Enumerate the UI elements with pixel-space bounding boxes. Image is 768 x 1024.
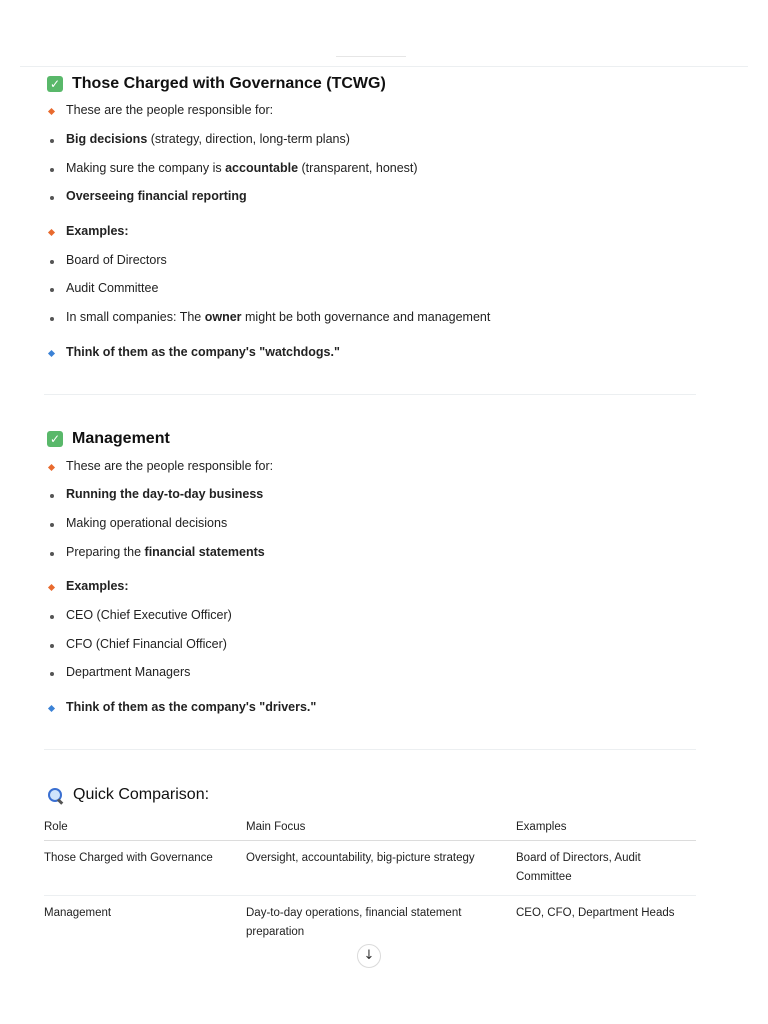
table-cell: Day-to-day operations, financial statement preparation — [246, 907, 462, 939]
column-header-role: Role — [44, 814, 246, 841]
table-cell: Those Charged with Governance — [44, 841, 246, 896]
management-think: Think of them as the company's "drivers." — [44, 693, 696, 722]
bullet-icon — [50, 260, 54, 264]
top-tab-indicator — [336, 56, 406, 57]
list-item: CFO (Chief Financial Officer) — [44, 629, 696, 658]
orange-diamond-icon — [48, 229, 55, 236]
comparison-heading — [47, 782, 696, 808]
management-intro: These are the people responsible for: — [44, 451, 696, 480]
table-row — [44, 896, 696, 951]
table-row — [44, 841, 696, 896]
bullet-icon — [50, 317, 54, 321]
list-item: Board of Directors — [44, 245, 696, 274]
orange-diamond-icon — [48, 108, 55, 115]
table-cell: Board of Directors, Audit Committee — [516, 841, 696, 896]
list-item: Preparing the financial statements — [44, 537, 696, 566]
list-item: Running the day-to-day business — [44, 480, 696, 509]
table-header-row — [44, 814, 696, 841]
list-item: Department Managers — [44, 658, 696, 687]
tcwg-title: Those Charged with Governance (TCWG) — [72, 75, 386, 92]
bullet-icon — [50, 494, 54, 498]
blue-diamond-icon — [48, 705, 55, 712]
comparison-table — [44, 814, 696, 950]
table-cell: Oversight, accountability, big-picture strategy — [246, 841, 516, 896]
list-item: Audit Committee — [44, 274, 696, 303]
check-square-icon: ✓ — [47, 76, 63, 92]
bullet-icon — [50, 644, 54, 648]
magnifier-icon — [47, 787, 64, 804]
bullet-icon — [50, 552, 54, 556]
blue-diamond-icon — [48, 350, 55, 357]
tcwg-intro: These are the people responsible for: — [44, 96, 696, 125]
column-header-main-focus: Main Focus — [246, 814, 516, 841]
list-item: Overseeing financial reporting — [44, 182, 696, 211]
list-item: Making sure the company is accountable (transparent, honest) — [44, 153, 696, 182]
arrow-down-icon: ↓ — [363, 948, 375, 963]
bullet-icon — [50, 288, 54, 292]
orange-diamond-icon — [48, 463, 55, 470]
bullet-icon — [50, 168, 54, 172]
response-content — [44, 72, 696, 950]
table-cell: CEO, CFO, Department Heads — [516, 907, 675, 920]
bullet-icon — [50, 196, 54, 200]
comparison-title: Quick Comparison: — [73, 786, 210, 804]
management-heading — [47, 427, 696, 451]
list-item: In small companies: The owner might be both governance and management — [44, 303, 696, 332]
orange-diamond-icon — [48, 584, 55, 591]
tcwg-examples-label: Examples: — [44, 217, 696, 246]
table-cell: Management — [44, 907, 112, 920]
tcwg-heading — [47, 72, 696, 96]
management-examples-label: Examples: — [44, 572, 696, 601]
scroll-to-bottom-button[interactable] — [357, 944, 381, 968]
column-header-examples: Examples — [516, 814, 696, 841]
bullet-icon — [50, 615, 54, 619]
list-item: CEO (Chief Executive Officer) — [44, 601, 696, 630]
bullet-icon — [50, 672, 54, 676]
management-title: Management — [72, 430, 170, 448]
list-item: Making operational decisions — [44, 509, 696, 538]
check-square-icon: ✓ — [47, 431, 63, 447]
bullet-icon — [50, 523, 54, 527]
header-divider — [20, 66, 748, 67]
bullet-icon — [50, 139, 54, 143]
tcwg-think: Think of them as the company's "watchdogs." — [44, 338, 696, 367]
list-item: Big decisions (strategy, direction, long-term plans) — [44, 125, 696, 154]
